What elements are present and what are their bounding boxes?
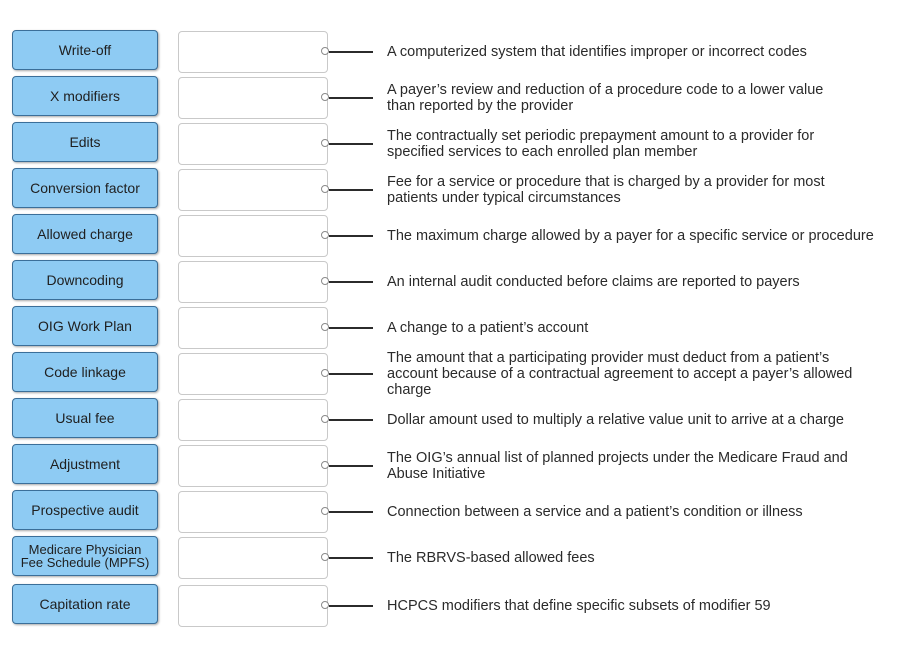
match-row (0, 306, 912, 350)
definition-text: A computerized system that identifies improper or incorrect codes (387, 44, 807, 60)
connector-handle-icon (321, 231, 329, 239)
answer-drop-zone[interactable] (178, 399, 328, 441)
match-row (0, 76, 912, 120)
match-row (0, 122, 912, 166)
answer-drop-zone[interactable] (178, 261, 328, 303)
connector-line (329, 143, 373, 145)
match-row (0, 398, 912, 442)
answer-drop-zone[interactable] (178, 445, 328, 487)
draggable-term-button[interactable]: X modifiers (12, 76, 158, 116)
draggable-term-button[interactable]: Usual fee (12, 398, 158, 438)
draggable-term-button[interactable]: Downcoding (12, 260, 158, 300)
definition-text: A payer’s review and reduction of a procedure code to a lower value than reported by the provider (387, 82, 824, 114)
definition-text: Connection between a service and a patient’s condition or illness (387, 504, 803, 520)
connector-line (329, 605, 373, 607)
connector-line (329, 51, 373, 53)
draggable-term-button[interactable]: Adjustment (12, 444, 158, 484)
draggable-term-button[interactable]: Edits (12, 122, 158, 162)
connector-line (329, 235, 373, 237)
match-row (0, 352, 912, 396)
answer-drop-zone[interactable] (178, 491, 328, 533)
answer-drop-zone[interactable] (178, 353, 328, 395)
connector-handle-icon (321, 369, 329, 377)
definition-text: Dollar amount used to multiply a relative value unit to arrive at a charge (387, 412, 844, 428)
connector-handle-icon (321, 93, 329, 101)
connector-handle-icon (321, 415, 329, 423)
match-row (0, 584, 912, 628)
definition-text: A change to a patient’s account (387, 320, 589, 336)
match-row (0, 30, 912, 74)
connector-handle-icon (321, 185, 329, 193)
definition-text: The OIG’s annual list of planned projects under the Medicare Fraud and Abuse Initiative (387, 450, 848, 482)
connector-handle-icon (321, 553, 329, 561)
answer-drop-zone[interactable] (178, 31, 328, 73)
draggable-term-button[interactable]: Capitation rate (12, 584, 158, 624)
match-row (0, 168, 912, 212)
connector-handle-icon (321, 507, 329, 515)
connector-handle-icon (321, 47, 329, 55)
connector-handle-icon (321, 601, 329, 609)
connector-handle-icon (321, 323, 329, 331)
answer-drop-zone[interactable] (178, 123, 328, 165)
answer-drop-zone[interactable] (178, 585, 328, 627)
draggable-term-button[interactable]: Conversion factor (12, 168, 158, 208)
connector-handle-icon (321, 461, 329, 469)
answer-drop-zone[interactable] (178, 307, 328, 349)
match-row (0, 490, 912, 534)
connector-line (329, 511, 373, 513)
definition-text: The RBRVS-based allowed fees (387, 550, 595, 566)
connector-line (329, 189, 373, 191)
draggable-term-button[interactable]: Allowed charge (12, 214, 158, 254)
definition-text: An internal audit conducted before claims are reported to payers (387, 274, 800, 290)
connector-line (329, 419, 373, 421)
draggable-term-button[interactable]: Write-off (12, 30, 158, 70)
answer-drop-zone[interactable] (178, 215, 328, 257)
draggable-term-button[interactable]: Code linkage (12, 352, 158, 392)
definition-text: The maximum charge allowed by a payer for a specific service or procedure (387, 228, 874, 244)
connector-line (329, 373, 373, 375)
definition-text: HCPCS modifiers that define specific subsets of modifier 59 (387, 598, 771, 614)
connector-line (329, 465, 373, 467)
connector-line (329, 327, 373, 329)
connector-handle-icon (321, 139, 329, 147)
connector-handle-icon (321, 277, 329, 285)
connector-line (329, 557, 373, 559)
definition-text: The amount that a participating provider must deduct from a patient’s account because of a contractual agreement to accept a payer’s allowed charge (387, 350, 853, 398)
match-row (0, 444, 912, 488)
connector-line (329, 97, 373, 99)
draggable-term-button[interactable]: Prospective audit (12, 490, 158, 530)
answer-drop-zone[interactable] (178, 77, 328, 119)
match-row (0, 536, 912, 580)
answer-drop-zone[interactable] (178, 169, 328, 211)
draggable-term-button[interactable]: Medicare Physician Fee Schedule (MPFS) (12, 536, 158, 576)
definition-text: The contractually set periodic prepayment amount to a provider for specified services to each enrolled plan member (387, 128, 815, 160)
match-row (0, 260, 912, 304)
match-row (0, 214, 912, 258)
definition-text: Fee for a service or procedure that is charged by a provider for most patients under typical circumstances (387, 174, 825, 206)
answer-drop-zone[interactable] (178, 537, 328, 579)
connector-line (329, 281, 373, 283)
draggable-term-button[interactable]: OIG Work Plan (12, 306, 158, 346)
